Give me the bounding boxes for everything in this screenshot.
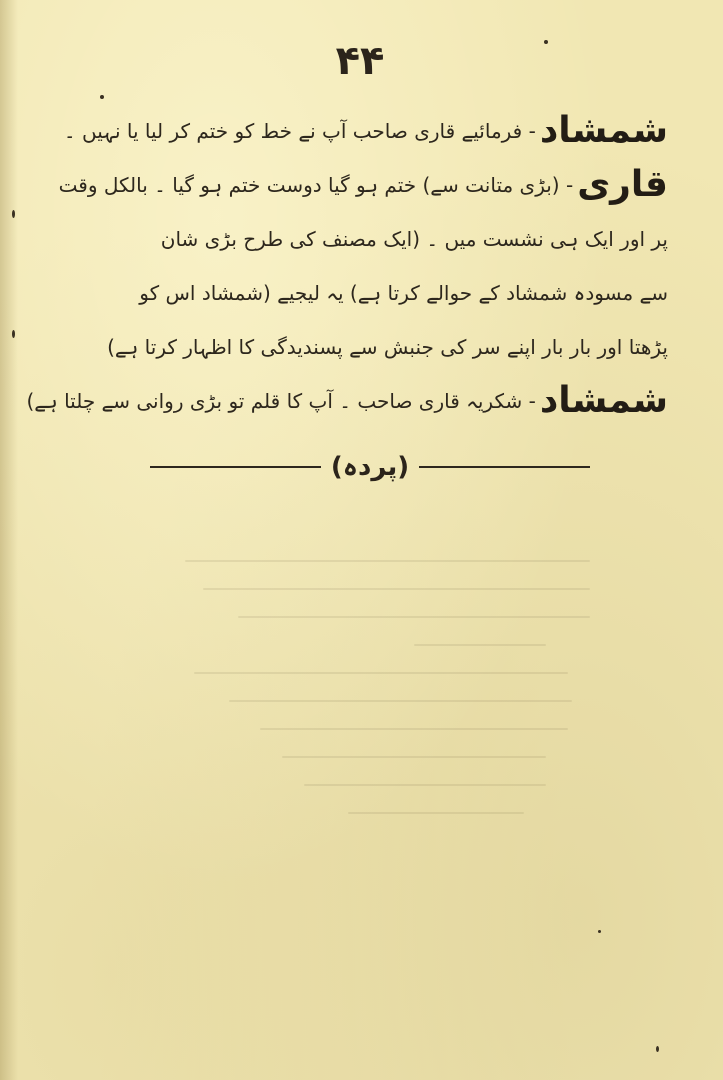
paper-speck [544, 40, 548, 44]
dialogue-line [58, 104, 668, 158]
dialogue-text: - (بڑی متانت سے) ختم ہو گیا دوست ختم ہو گیا ۔ بالکل وقت [58, 173, 574, 197]
paper-speck [12, 210, 15, 218]
dialogue-text: پڑھتا اور بار بار اپنے سر کی جنبش سے پسندیدگی کا اظہار کرتا ہے) [107, 335, 668, 359]
dialogue-text: پر اور ایک ہی نشست میں ۔ (ایک مصنف کی طرح بڑی شان [160, 227, 668, 251]
dialogue-line [26, 374, 668, 428]
dialogue-text: - شکریہ قاری صاحب ۔ آپ کا قلم تو بڑی روانی سے چلتا ہے) [26, 389, 536, 413]
dialogue-line [58, 266, 668, 320]
paper-speck [656, 1046, 659, 1052]
page-number: ۴۴ [335, 38, 385, 84]
curtain-marker [150, 442, 590, 492]
dialogue-text: - فرمائیے قاری صاحب آپ نے خط کو ختم کر لیا یا نہیں ۔ [63, 119, 536, 143]
speaker-name: قاری [577, 164, 668, 205]
curtain-rule-right [419, 466, 590, 468]
speaker-name: شمشاد [539, 380, 668, 421]
dialogue-line [58, 320, 668, 374]
paper-speck [12, 330, 15, 338]
curtain-rule-left [150, 466, 321, 468]
curtain-label: (پردہ) [330, 452, 410, 482]
page-edge-shadow [0, 0, 18, 1080]
dialogue-text: سے مسودہ شمشاد کے حوالے کرتا ہے) یہ لیجیے (شمشاد اس کو [139, 281, 668, 305]
reverse-side-bleed-through [150, 560, 590, 960]
speaker-name: شمشاد [539, 110, 668, 151]
dialogue-block [26, 104, 668, 428]
dialogue-line [58, 212, 668, 266]
dialogue-line [58, 158, 668, 212]
paper-speck [100, 95, 104, 99]
paper-speck [598, 930, 601, 933]
